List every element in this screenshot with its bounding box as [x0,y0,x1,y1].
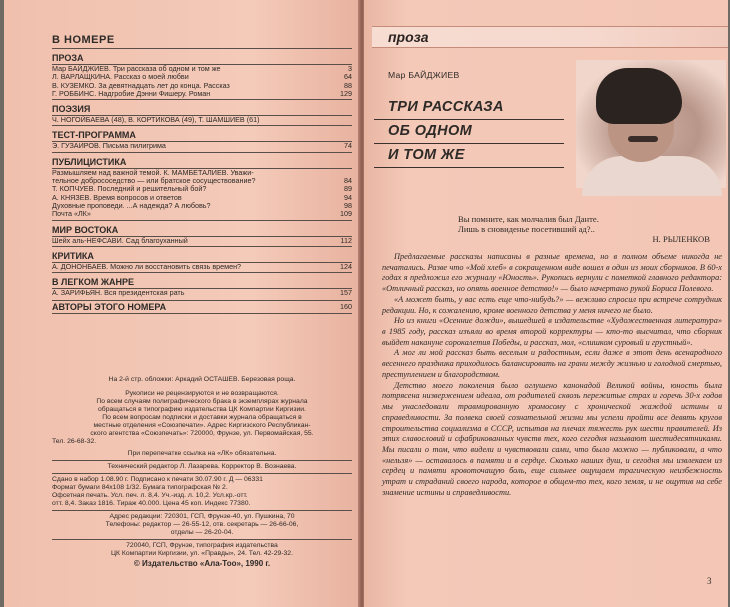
title-line: И ТОМ ЖЕ [374,144,564,168]
address-line: Адрес редакции: 720301, ГСП, Фрунзе-40, ул. Пушкина, 70 [109,513,295,520]
entry-page: 88 [344,80,352,90]
reprint-note: При перепечатке ссылка на «ЛК» обязательна. [127,450,277,457]
printer-line: 720040, ГСП, Фрунзе, типография издательства [126,542,278,549]
right-page [364,0,728,607]
copyright: © Издательство «Ала-Тоо», 1990 г. [133,560,271,568]
toc-title: В НОМЕРЕ [52,34,115,46]
entry-page: 74 [344,141,352,151]
section-heading: ПОЭЗИЯ [52,103,352,116]
entry-page: 160 [340,302,352,312]
toc-section-poetry [52,103,352,126]
portrait-hair [596,68,682,124]
entry-title: А. ДОНОНБАЕВ. Можно ли восстановить связь времен? [52,262,242,271]
rubric: проза [388,29,429,45]
toc-entry [52,73,352,81]
entry-title: Л. ВАРЛАЩКИНА. Рассказ о моей любви [52,73,189,82]
tech-line: Формат бумаги 84x108 1/32. Бумага типографская № 2. [52,484,228,491]
divider [52,473,352,474]
divider [52,510,352,511]
section-heading: В ЛЕГКОМ ЖАНРЕ [52,276,352,289]
toc-section-test-program [52,129,352,152]
editors-line: Технический редактор Л. Лазарева. Корректор В. Вознаева. [107,463,297,470]
toc-entry [52,142,352,152]
toc-entry [52,263,352,273]
section-heading: ПУБЛИЦИСТИКА [52,156,352,169]
cover-note: На 2-й стр. обложки: Аркадий ОСТАШЕВ. Березовая роща. [108,376,296,383]
portrait-shoulders [582,156,722,196]
toc-section-criticism [52,250,352,273]
entry-page: 124 [340,261,352,271]
section-heading: ПРОЗА [52,52,352,65]
entry-page: 94 [344,192,352,202]
toc-entry [52,177,352,185]
epigraph-line: Вы помните, как молчалив был Данте. [458,214,599,224]
entry-page: 3 [348,64,352,73]
toc-entry [52,185,352,193]
toc-section-prose [52,52,352,100]
toc-entry [52,82,352,90]
epigraph-author: Н. РЫЛЕНКОВ [652,234,710,244]
entry-title: Шейх аль-НЕФСАВИ. Сад благоуханный [52,236,188,245]
paragraph: Но из книги «Осенние дожди», вышедшей в издательстве «Художественная литература» в 1985 году, рассказ изъяли во время второй корректуры — кто-то высчитал, что сборник выйдет накануне сорокалетия Победы, и рассказ, мол, «слишком суровый и грустный». [382,316,722,347]
tech-line: Сдано в набор 1.08.90 г. Подписано к печати 30.07.90 г. Д — 06331 [52,476,263,483]
toc-entry [52,289,352,297]
imprint-line: Рукописи не рецензируются и не возвращаются. [125,390,279,397]
entry-page: 129 [340,88,352,98]
title-line: ОБ ОДНОМ [374,120,564,144]
toc-entry [52,210,352,220]
entry-title: А. ЗАРИФЬЯН. Вся президентская рать [52,289,185,298]
toc-entry [52,202,352,210]
imprint-line: местные отделения «Союзпечати». Адрес Киргизского Республикан- [93,422,311,429]
divider [52,48,352,49]
imprint-line: По всем случаям полиграфического брака в экземплярах журнала [96,398,308,405]
entry-title: А. КНЯЗЕВ. Время вопросов и ответов [52,193,182,202]
toc-section-east [52,224,352,247]
entry-page: 64 [344,72,352,82]
toc-entry [52,194,352,202]
article-body [382,252,722,499]
address-line: Телефоны: редактор — 26-55-12, отв. секретарь — 26-66-06, [105,521,299,528]
entry-title: Размышляем над важной темой. К. МАМБЕТАЛИЕВ. Уважи- [52,168,254,177]
epigraph-line: Лишь в сновиденье посетивший ад?.. [458,224,595,234]
entry-page: 84 [344,176,352,186]
entry-title: В. КУЗЕМКО. За девятнадцать лет до конца. Рассказ [52,81,230,90]
entry-page: 98 [344,200,352,210]
imprint-line: обращаться в типографию издательства ЦК Компартии Киргизии. [98,406,306,413]
toc-section-light-genre [52,276,352,297]
section-heading: ТЕСТ-ПРОГРАММА [52,129,352,142]
paragraph: Детство моего поколения было оглушено канонадой Великой войны, юность была потрясена низвержением идеала, от родителей сквозь пережитые страх и горечь 30-х годов мы унаследовали травмированную хромосому с хронической жаждой истины и справедливости. За полвека своей сознательной жизни мы успели пройти все девять кругов строительства социализма в СССР, испытав на плечах тяжесть рук шести правителей. Из этих славословий и сфабрикованных чувств тех, кого сегодня называют шестидесятниками. Мы писали о том, что видели и чувствовали сами, что было можно — публиковали, а что «нельзя» — оставалось в памяти и в сердце. Сколько наших душ, и сегодня мы извлекаем из сердец и памяти кровоточащую боль, еще сильнее ощущаем трагическую неизбежность утрат и страданий своего народа, которое в общем-то тех, кого земля, и не ощутив на себе знамение истины и справедливости. [382,380,722,497]
printer-line: ЦК Компартии Киргизии, ул. «Правды», 24. Тел. 42-29-32. [111,550,293,557]
imprint-line: Тел. 26-68-32. [52,438,97,445]
author-portrait [576,60,726,188]
authors-heading: АВТОРЫ ЭТОГО НОМЕРА [52,302,167,313]
entry-title: Г. РОББИНС. Надгробие Дэнни Фишеру. Роман [52,89,211,98]
entry-title: Почта «ЛК» [52,210,91,219]
paragraph: А мог ли мой рассказ быть веселым и радостным, если даже в этот день всенародного весеннего праздника приходилось балансировать на грани между жизнью и голодной смертью, преступлением и благородством. [382,348,722,379]
imprint [52,376,352,568]
entry-page: 112 [340,235,352,245]
entry-title: Э. ГУЗАИРОВ. Письма пилигрима [52,142,166,151]
entry-title: Ч. НОГОЙБАЕВА (48), В. КОРТИКОВА (49), Т. ШАМШИЕВ (61) [52,116,260,125]
imprint-line: По всем вопросам подписки и доставки журнала обращаться в [102,414,302,421]
entry-page: 89 [344,184,352,194]
toc-entry [52,65,352,73]
portrait-moustache [628,136,658,142]
left-page [4,0,360,607]
toc-entry [52,90,352,100]
entry-page: 109 [340,209,352,219]
epigraph [458,214,710,244]
tech-line: отт. 8,4. Заказ 1816. Тираж 40.000. Цена 45 коп. Индекс 77380. [52,500,251,507]
table-of-contents [52,34,352,314]
address-line: отделы — 26-20-04. [170,529,234,536]
entry-title: Духовные проповеди. ...А надежда? А любовь? [52,201,211,210]
page-number: 3 [707,576,712,586]
toc-entry [52,237,352,247]
title-line: ТРИ РАССКАЗА [374,96,564,120]
paragraph: «А может быть, у вас есть еще что-нибудь?» — вежливо спросил при встрече сотрудник редакции. Но, к сожалению, кроме военного детства у меня ничего не было. [382,294,722,315]
entry-page: 157 [340,288,352,298]
entry-page [334,116,352,124]
entry-title: тельное добрососедство — или братское сосуществование? [52,177,256,186]
section-heading: МИР ВОСТОКА [52,224,352,237]
toc-entry [52,116,352,126]
divider [52,460,352,461]
entry-title: Т. КОПЧУЕВ. Последний и решительный бой? [52,185,207,194]
paragraph: Предлагаемые рассказы написаны в разные времена, но в полном объеме никогда не печатались. Разве что «Мой хлеб» в сокращенном виде вошел в один из моих сборников. В 60-х годах я предложил его журналу «Юность». Рукопись вернули с пометкой главного редактора: «Отличный рассказ, но опять военное детство!» — было начертано рукой Бориса Полевого. [382,252,722,294]
author-name: Мар БАЙДЖИЕВ [388,70,460,80]
toc-entry [52,169,352,177]
imprint-line: ского агентства «Союзпечать»: 720000, Фрунзе, ул. Первомайская, 55. [90,430,314,437]
entry-title: Мар БАЙДЖИЕВ. Три рассказа об одном и том же [52,65,221,73]
article-title [374,96,564,168]
toc-authors-entry [52,300,352,314]
section-heading: КРИТИКА [52,250,352,263]
divider [52,539,352,540]
toc-section-publicism [52,156,352,221]
tech-line: Офсетная печать. Усл. печ. л. 8,4. Уч.-изд. л. 10,2. Усл.кр.-отт. [52,492,248,499]
